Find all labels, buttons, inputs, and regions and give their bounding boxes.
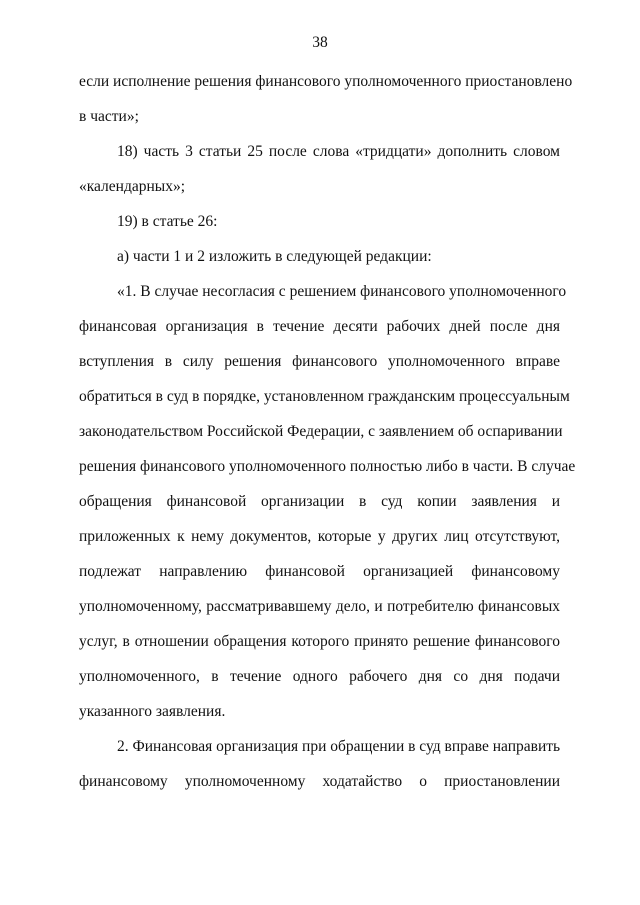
text-line: а) части 1 и 2 изложить в следующей редакции: [117,248,432,265]
text-line: приложенных к нему документов, которые у других лиц отсутствуют, [79,528,560,545]
text-line: в части»; [79,108,139,125]
text-line: обращения финансовой организации в суд копии заявления и [79,493,560,510]
text-line: услуг, в отношении обращения которого принято решение финансового [79,633,560,650]
text-line: уполномоченного, в течение одного рабочего дня со дня подачи [79,668,560,685]
text-line: решения финансового уполномоченного полностью либо в части. В случае [79,458,576,475]
text-line: финансовому уполномоченному ходатайство о приостановлении [79,773,560,790]
text-line: «календарных»; [79,178,186,195]
text-line: подлежат направлению финансовой организацией финансовому [79,563,560,580]
text-line: законодательством Российской Федерации, с заявлением об оспаривании [79,423,563,440]
text-line: обратиться в суд в порядке, установленном гражданским процессуальным [79,388,570,405]
text-line: «1. В случае несогласия с решением финансового уполномоченного [117,283,567,300]
text-line: если исполнение решения финансового уполномоченного приостановлено [79,73,573,90]
text-line: 2. Финансовая организация при обращении в суд вправе направить [117,738,561,755]
text-line: финансовая организация в течение десяти рабочих дней после дня [79,318,560,335]
text-line: уполномоченному, рассматривавшему дело, и потребителю финансовых [79,598,560,615]
text-line: 19) в статье 26: [117,213,218,230]
page-number: 38 [312,34,328,51]
text-line: 18) часть 3 статьи 25 после слова «тридцати» дополнить словом [117,143,560,160]
text-line: вступления в силу решения финансового уполномоченного вправе [79,353,560,370]
text-line: указанного заявления. [79,703,226,720]
